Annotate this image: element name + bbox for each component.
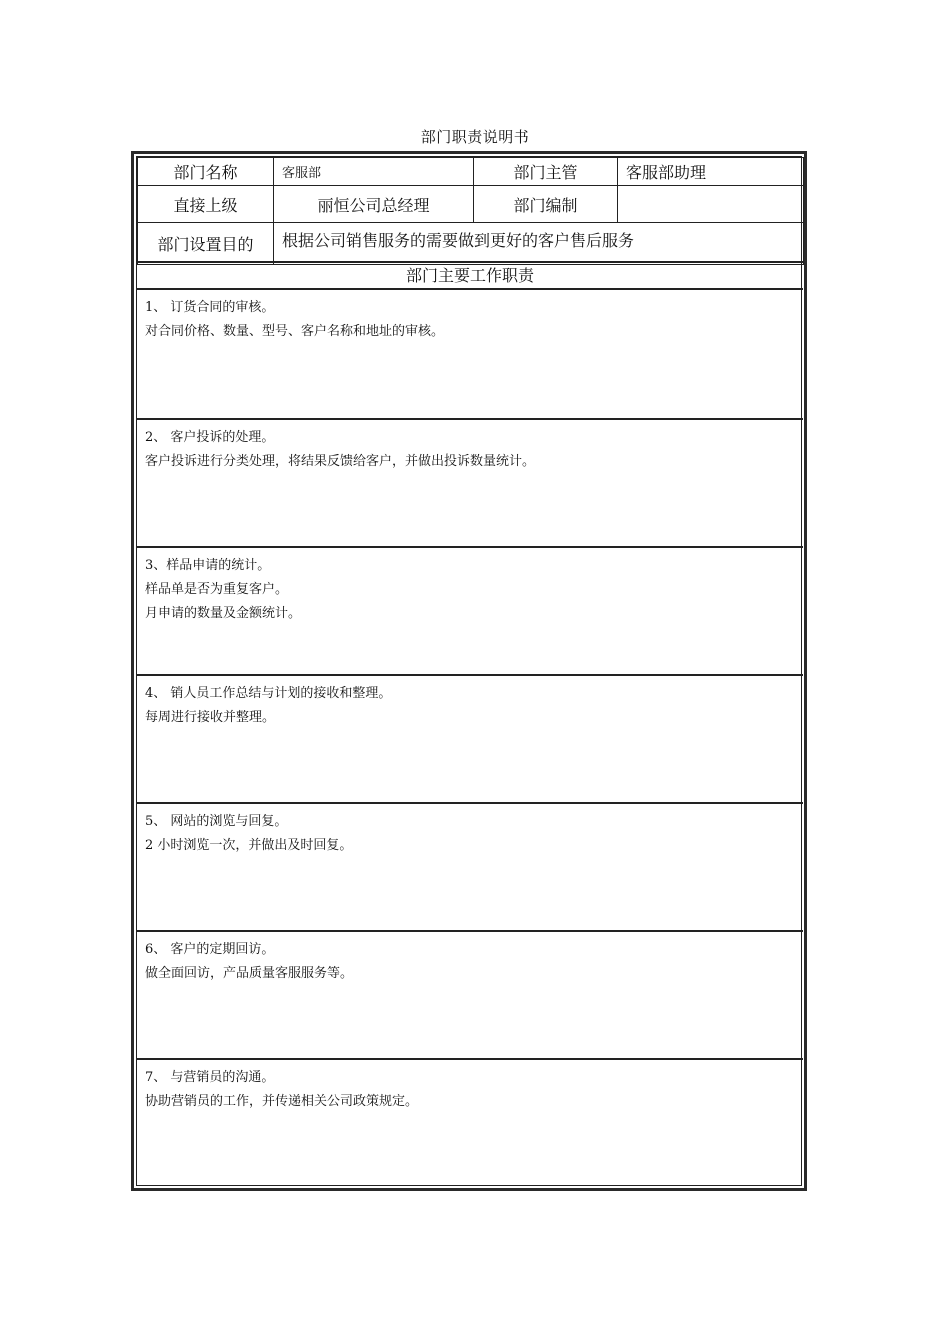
duty-section-3: [137, 546, 803, 674]
duty-detail: 2 小时浏览一次，并做出及时回复。: [145, 838, 353, 853]
headcount-value: [618, 186, 804, 223]
info-row-superior: [138, 186, 804, 223]
duty-section-4: [137, 674, 803, 802]
superior-value: 丽恒公司总经理: [274, 186, 474, 223]
duty-detail: 客户投诉进行分类处理，将结果反馈给客户，并做出投诉数量统计。: [145, 454, 536, 469]
duty-detail: 对合同价格、数量、型号、客户名称和地址的审核。: [145, 324, 445, 339]
document-title: 部门职责说明书: [420, 128, 530, 146]
duty-detail: 做全面回访，产品质量客服服务等。: [145, 966, 354, 981]
supervisor-label: 部门主管: [474, 158, 618, 186]
superior-label: 直接上级: [138, 186, 274, 223]
duty-section-6: [137, 930, 803, 1058]
duty-section-1: [137, 290, 803, 418]
duties-header: 部门主要工作职责: [137, 261, 803, 290]
purpose-label: 部门设置目的: [138, 223, 274, 265]
duty-heading: 4、 销人员工作总结与计划的接收和整理。: [145, 686, 392, 701]
dept-name-label: 部门名称: [138, 158, 274, 186]
duty-detail: 协助营销员的工作，并传递相关公司政策规定。: [145, 1094, 419, 1109]
purpose-value: 根据公司销售服务的需要做到更好的客户售后服务: [274, 223, 804, 265]
duty-section-5: [137, 802, 803, 930]
headcount-label: 部门编制: [474, 186, 618, 223]
duty-heading: 2、 客户投诉的处理。: [145, 430, 275, 445]
duty-section-7: [137, 1058, 803, 1186]
duty-heading: 5、 网站的浏览与回复。: [145, 814, 288, 829]
duty-heading: 7、 与营销员的沟通。: [145, 1070, 275, 1085]
info-row-purpose: [138, 223, 804, 265]
duty-detail: 每周进行接收并整理。: [145, 710, 276, 725]
duty-heading: 1、 订货合同的审核。: [145, 300, 275, 315]
supervisor-value: 客服部助理: [618, 158, 804, 186]
info-row-name: [138, 158, 804, 186]
department-info-table: [137, 157, 804, 265]
duty-section-2: [137, 418, 803, 546]
dept-name-value: 客服部: [274, 158, 474, 186]
form-inner-border: [136, 156, 802, 1186]
duty-heading: 6、 客户的定期回访。: [145, 942, 275, 957]
duty-detail: 月申请的数量及金额统计。: [145, 606, 302, 621]
duty-detail: 样品单是否为重复客户。: [145, 582, 289, 597]
duty-heading: 3、样品申请的统计。: [145, 558, 271, 573]
responsibility-form: [131, 151, 807, 1191]
